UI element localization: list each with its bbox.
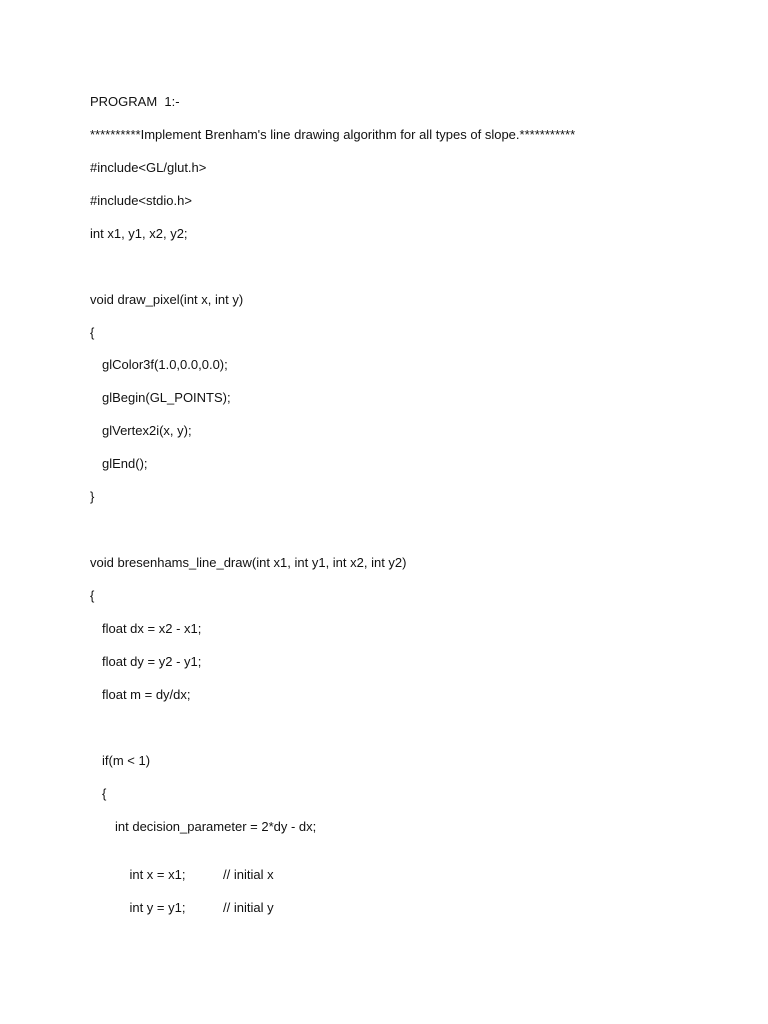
code-line-glend: glEnd(); [102, 456, 148, 471]
code-line-open-brace: { [90, 588, 95, 603]
code-text: int x = x1; [129, 867, 186, 882]
code-line-if-slope: if(m < 1) [102, 753, 151, 768]
code-line-close-brace: } [90, 489, 95, 504]
program-heading: PROGRAM 1:- [90, 94, 180, 109]
code-line-open-brace: { [90, 325, 95, 340]
code-line-slope: float m = dy/dx; [102, 687, 191, 702]
code-line-bresenham-signature: void bresenhams_line_draw(int x1, int y1, int x2, int y2) [90, 555, 407, 570]
code-line-include-glut: #include<GL/glut.h> [90, 160, 207, 175]
code-line-dx: float dx = x2 - x1; [102, 621, 202, 636]
code-line-glvertex: glVertex2i(x, y); [102, 423, 192, 438]
code-line-initial-y [115, 884, 415, 932]
code-text: int y = y1; [129, 900, 186, 915]
program-title-banner: **********Implement Brenham's line drawing algorithm for all types of slope.*********** [90, 127, 576, 142]
code-line-decision-parameter: int decision_parameter = 2*dy - dx; [115, 819, 317, 834]
code-line-open-brace: { [102, 786, 107, 801]
code-line-glcolor: glColor3f(1.0,0.0,0.0); [102, 357, 228, 372]
code-line-draw-pixel-signature: void draw_pixel(int x, int y) [90, 292, 244, 307]
code-comment: // initial x [223, 867, 274, 882]
code-line-glbegin: glBegin(GL_POINTS); [102, 390, 231, 405]
code-line-dy: float dy = y2 - y1; [102, 654, 202, 669]
code-comment: // initial y [223, 900, 274, 915]
code-line-include-stdio: #include<stdio.h> [90, 193, 192, 208]
code-line-globals: int x1, y1, x2, y2; [90, 226, 188, 241]
